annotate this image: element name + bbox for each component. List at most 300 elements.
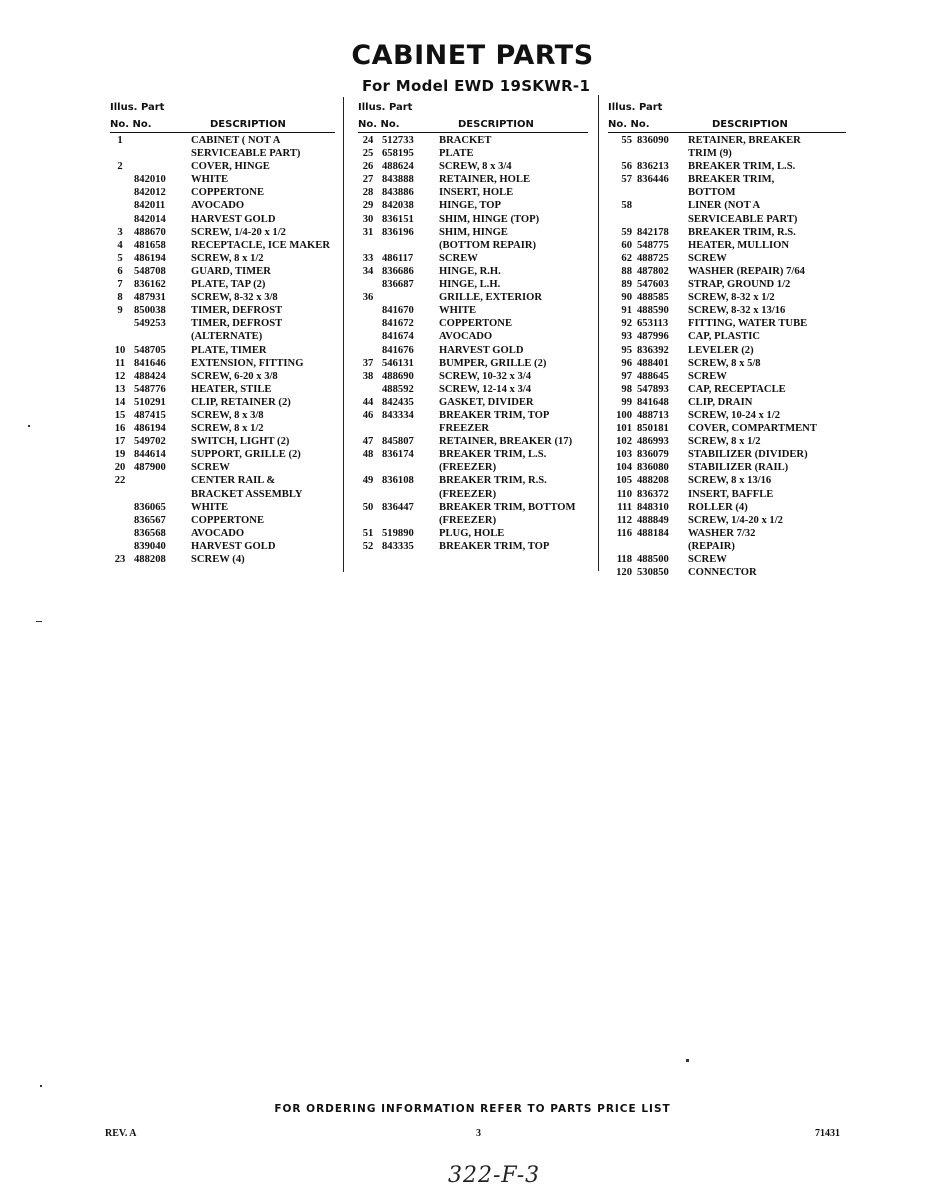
part-description: SCREW, 8 x 13/16 [688,475,772,487]
part-description: COPPERTONE [191,514,265,526]
part-description: SCREW, 8 x 5/8 [688,357,761,369]
part-number: 488585 [637,292,669,304]
part-number: 547893 [637,383,669,395]
part-row [358,317,588,330]
model-subtitle: For Model EWD 19SKWR-1 [362,77,591,95]
part-row [358,461,588,474]
illus-no: 23 [114,554,126,565]
part-description: SCREW, 8 x 1/2 [191,252,264,264]
part-description: (REPAIR) [688,540,735,552]
part-row [608,474,848,487]
illus-no: 36 [362,292,374,304]
illus-no: 11 [114,357,125,369]
part-description: AVOCADO [191,200,245,212]
part-description: SCREW [688,370,727,382]
illus-no: 100 [616,409,632,421]
part-number: 653113 [637,318,669,330]
part-description: SCREW, 8 x 1/2 [688,436,761,448]
part-row [358,357,588,370]
part-row [110,383,340,396]
part-row [110,461,340,474]
part-number: 836392 [637,344,669,356]
part-description: RETAINER, BREAKER (17) [439,436,573,448]
part-row [110,501,340,514]
part-number: 547603 [637,279,669,291]
part-description: WHITE [439,305,477,317]
part-number: 836213 [637,161,669,173]
illus-no: 93 [621,331,632,343]
part-row [110,540,340,553]
illus-no: 13 [114,383,126,395]
illus-no: 56 [621,161,632,173]
part-description: SCREW, 10-24 x 1/2 [688,409,781,421]
part-description: HINGE, TOP [439,200,502,212]
part-description: SWITCH, LIGHT (2) [191,436,290,448]
part-row [358,448,588,461]
illus-no: 9 [117,305,123,317]
illus-no: 20 [114,462,126,474]
part-description: SCREW [688,252,727,264]
part-row [110,186,340,199]
part-row [110,304,340,317]
illus-no: 12 [114,370,126,382]
parts-list [608,134,848,579]
header-no: No. No. [608,119,650,130]
part-number: 486194 [134,252,166,264]
part-description: SCREW, 8-32 x 13/16 [688,305,786,317]
part-row [608,173,848,186]
page-number: 3 [476,1128,481,1139]
part-number: 845807 [382,436,414,448]
part-number: 488690 [382,370,414,382]
part-number: 836687 [382,279,414,291]
part-number: 836162 [134,279,166,291]
part-number: 843335 [382,540,414,552]
part-row [358,370,588,383]
part-description: SCREW (4) [191,554,245,565]
illus-no: 52 [362,540,374,552]
part-description: BOTTOM [688,187,736,199]
illus-no: 103 [616,449,632,461]
part-number: 836567 [134,514,166,526]
part-row [608,134,848,147]
part-row [110,474,340,487]
illus-no: 57 [621,174,632,186]
header-illus-part: Illus. Part [358,102,413,113]
part-row [358,186,588,199]
part-row [110,291,340,304]
scan-speck [36,621,42,622]
part-number: 841676 [382,344,414,356]
illus-no: 16 [114,423,126,435]
part-description: WHITE [191,501,229,513]
illus-no: 29 [362,200,374,212]
part-row [110,265,340,278]
part-row [608,291,848,304]
part-description: GUARD, TIMER [191,265,271,277]
part-row [358,265,588,278]
header-no: No. No. [110,119,152,130]
part-description: BREAKER TRIM, TOP [439,409,550,421]
part-row [608,317,848,330]
part-row [358,540,588,553]
illus-no: 14 [114,396,126,408]
part-row [358,344,588,357]
illus-no: 50 [362,501,374,513]
part-number: 844614 [134,449,166,461]
illus-no: 55 [621,135,632,146]
illus-no: 10 [114,344,126,356]
part-row [358,252,588,265]
illus-no: 7 [117,279,123,291]
part-number: 488645 [637,370,669,382]
part-description: BREAKER TRIM, R.S. [439,475,547,487]
illus-no: 2 [117,161,123,173]
part-row [110,527,340,540]
part-row [110,488,340,501]
illus-no: 22 [114,475,126,487]
part-number: 836174 [382,449,414,461]
part-row [608,409,848,422]
part-number: 487900 [134,462,166,474]
illus-no: 33 [362,252,374,264]
illus-no: 105 [616,475,632,487]
part-number: 548776 [134,383,166,395]
illus-no: 101 [616,423,632,435]
part-number: 488401 [637,357,669,369]
part-row [608,383,848,396]
part-description: FREEZER [439,423,490,435]
parts-list [358,134,588,553]
illus-no: 19 [114,449,126,461]
part-row [608,239,848,252]
part-description: SHIM, HINGE [439,226,508,238]
part-description: BREAKER TRIM, [688,174,775,186]
part-description: BREAKER TRIM, L.S. [688,161,796,173]
part-number: 839040 [134,540,166,552]
part-row [358,304,588,317]
illus-no: 62 [621,252,632,264]
part-row [358,330,588,343]
part-description: SCREW, 1/4-20 x 1/2 [688,514,783,526]
header-rule [358,132,588,133]
part-description: SCREW, 1/4-20 x 1/2 [191,226,286,238]
part-description: AVOCADO [439,331,493,343]
part-row [608,422,848,435]
part-number: 836080 [637,462,669,474]
part-row [110,370,340,383]
illus-no: 60 [621,239,632,251]
part-number: 836108 [382,475,414,487]
part-row [358,199,588,212]
illus-no: 118 [616,554,632,565]
part-description: SERVICEABLE PART) [191,148,301,160]
part-number: 488590 [637,305,669,317]
part-row [358,160,588,173]
illus-no: 26 [362,161,374,173]
part-number: 836079 [637,449,669,461]
part-row [608,461,848,474]
part-description: SCREW, 10-32 x 3/4 [439,370,532,382]
ordering-info-footer: FOR ORDERING INFORMATION REFER TO PARTS PRICE LIST [274,1103,671,1115]
part-description: (FREEZER) [439,514,497,526]
part-number: 842038 [382,200,414,212]
part-number: 843886 [382,187,414,199]
part-row [608,527,848,540]
illus-no: 116 [616,527,632,539]
part-row [608,566,848,579]
part-description: SCREW, 8 x 3/8 [191,409,264,421]
part-description: ROLLER (4) [688,501,748,513]
part-number: 843334 [382,409,414,421]
part-description: TIMER, DEFROST [191,305,283,317]
illus-no: 92 [621,318,632,330]
part-row [358,173,588,186]
part-row [358,278,588,291]
illus-no: 4 [117,239,123,251]
illus-no: 99 [621,396,632,408]
scan-speck [686,1059,689,1062]
part-description: COVER, COMPARTMENT [688,423,817,435]
part-number: 848310 [637,501,669,513]
part-number: 487996 [637,331,669,343]
part-number: 842011 [134,200,166,212]
part-row [358,422,588,435]
part-number: 486194 [134,423,166,435]
part-description: STRAP, GROUND 1/2 [688,279,791,291]
part-row [358,527,588,540]
part-description: CAP, RECEPTACLE [688,383,786,395]
illus-no: 49 [362,475,374,487]
part-number: 836446 [637,174,669,186]
part-number: 510291 [134,396,166,408]
illus-no: 120 [616,567,632,579]
part-number: 548705 [134,344,166,356]
part-row [608,186,848,199]
header-description: DESCRIPTION [712,119,788,130]
illus-no: 88 [621,265,632,277]
part-number: 512733 [382,135,414,146]
parts-column-2 [358,100,588,553]
part-description: SCREW, 8 x 1/2 [191,423,264,435]
part-description: RETAINER, HOLE [439,174,531,186]
illus-no: 89 [621,279,632,291]
part-number: 836372 [637,488,669,500]
column-header [608,100,848,134]
part-row [608,396,848,409]
illus-no: 8 [117,292,123,304]
part-number: 836686 [382,265,414,277]
part-description: PLUG, HOLE [439,527,505,539]
part-description: SCREW, 8 x 3/4 [439,161,512,173]
illus-no: 46 [362,409,374,421]
part-number: 488849 [637,514,669,526]
part-row [608,252,848,265]
parts-column-3 [608,100,848,579]
part-row [608,304,848,317]
illus-no: 47 [362,436,374,448]
part-description: WASHER (REPAIR) 7/64 [688,265,805,277]
part-row [358,383,588,396]
part-description: FITTING, WATER TUBE [688,318,808,330]
part-row [608,488,848,501]
part-row [110,514,340,527]
part-number: 549253 [134,318,166,330]
illus-no: 59 [621,226,632,238]
part-number: 487415 [134,409,166,421]
illus-no: 96 [621,357,632,369]
part-description: BREAKER TRIM, R.S. [688,226,796,238]
illus-no: 6 [117,265,123,277]
part-row [358,134,588,147]
part-row [110,448,340,461]
parts-column-1 [110,100,340,566]
part-description: COPPERTONE [439,318,513,330]
part-description: LINER (NOT A [688,200,761,212]
part-number: 836568 [134,527,166,539]
illus-no: 91 [621,305,632,317]
part-number: 842014 [134,213,166,225]
illus-no: 111 [617,501,632,513]
part-row [358,474,588,487]
part-description: EXTENSION, FITTING [191,357,304,369]
illus-no: 5 [117,252,123,264]
part-number: 486117 [382,252,414,264]
part-row [110,396,340,409]
part-row [608,501,848,514]
column-divider [343,97,344,572]
part-row [358,147,588,160]
part-description: HINGE, L.H. [439,279,501,291]
part-description: LEVELER (2) [688,344,754,356]
part-description: PLATE, TIMER [191,344,267,356]
part-number: 842012 [134,187,166,199]
illus-no: 48 [362,449,374,461]
part-row [110,409,340,422]
part-number: 841646 [134,357,166,369]
part-row [110,213,340,226]
part-number: 487931 [134,292,166,304]
illus-no: 51 [362,527,374,539]
part-description: COPPERTONE [191,187,265,199]
part-description: HEATER, STILE [191,383,272,395]
part-row [608,213,848,226]
part-row [608,265,848,278]
part-description: CAP, PLASTIC [688,331,761,343]
revision-label: REV. A [105,1128,137,1139]
illus-no: 58 [621,200,632,212]
part-description: (FREEZER) [439,462,497,474]
part-number: 549702 [134,436,166,448]
part-row [110,160,340,173]
part-description: STABILIZER (DIVIDER) [688,449,808,461]
part-description: SERVICEABLE PART) [688,213,798,225]
illus-no: 112 [616,514,632,526]
part-row [608,514,848,527]
part-description: SCREW, 8-32 x 3/8 [191,292,278,304]
part-number: 836151 [382,213,414,225]
part-row [608,330,848,343]
part-number: 548708 [134,265,166,277]
part-number: 842178 [637,226,669,238]
part-number: 488184 [637,527,669,539]
part-row [110,134,340,147]
header-illus-part: Illus. Part [608,102,663,113]
illus-no: 38 [362,370,374,382]
header-description: DESCRIPTION [458,119,534,130]
part-row [358,226,588,239]
part-description: HARVEST GOLD [191,540,276,552]
part-number: 836447 [382,501,414,513]
part-description: (BOTTOM REPAIR) [439,239,537,251]
part-description: SUPPORT, GRILLE (2) [191,449,301,461]
part-description: WHITE [191,174,229,186]
part-description: HEATER, MULLION [688,239,790,251]
part-row [358,291,588,304]
part-number: 843888 [382,174,414,186]
illus-no: 25 [362,148,374,160]
part-row [110,199,340,212]
part-row [358,501,588,514]
part-description: TRIM (9) [688,148,732,160]
column-divider [598,95,599,571]
part-number: 486993 [637,436,669,448]
part-row [358,514,588,527]
illus-no: 98 [621,383,632,395]
handwritten-note: 322-F-3 [448,1163,541,1188]
part-description: HINGE, R.H. [439,265,501,277]
part-row [608,199,848,212]
part-number: 658195 [382,148,414,160]
part-description: RECEPTACLE, ICE MAKER [191,239,331,251]
part-description: GASKET, DIVIDER [439,396,534,408]
part-description: SCREW, 6-20 x 3/8 [191,370,278,382]
part-row [110,252,340,265]
part-row [608,147,848,160]
part-row [608,540,848,553]
scan-speck [28,425,30,427]
header-illus-part: Illus. Part [110,102,165,113]
column-header [110,100,340,134]
part-number: 488592 [382,383,414,395]
part-row [608,226,848,239]
illus-no: 3 [117,226,123,238]
illus-no: 27 [362,174,374,186]
part-description: RETAINER, BREAKER [688,135,801,146]
illus-no: 15 [114,409,126,421]
part-number: 488208 [134,554,166,565]
part-row [110,173,340,186]
part-row [608,357,848,370]
part-number: 546131 [382,357,414,369]
illus-no: 24 [362,135,374,146]
illus-no: 28 [362,187,374,199]
part-description: BREAKER TRIM, TOP [439,540,550,552]
illus-no: 17 [114,436,126,448]
part-description: TIMER, DEFROST [191,318,283,330]
part-row [358,488,588,501]
part-row [110,317,340,330]
part-row [110,226,340,239]
part-description: WASHER 7/32 [688,527,756,539]
part-description: (ALTERNATE) [191,331,263,343]
part-description: PLATE [439,148,474,160]
part-description: HARVEST GOLD [439,344,524,356]
part-number: 488424 [134,370,166,382]
part-description: CABINET ( NOT A [191,135,281,146]
part-row [358,409,588,422]
part-description: BRACKET [439,135,492,146]
